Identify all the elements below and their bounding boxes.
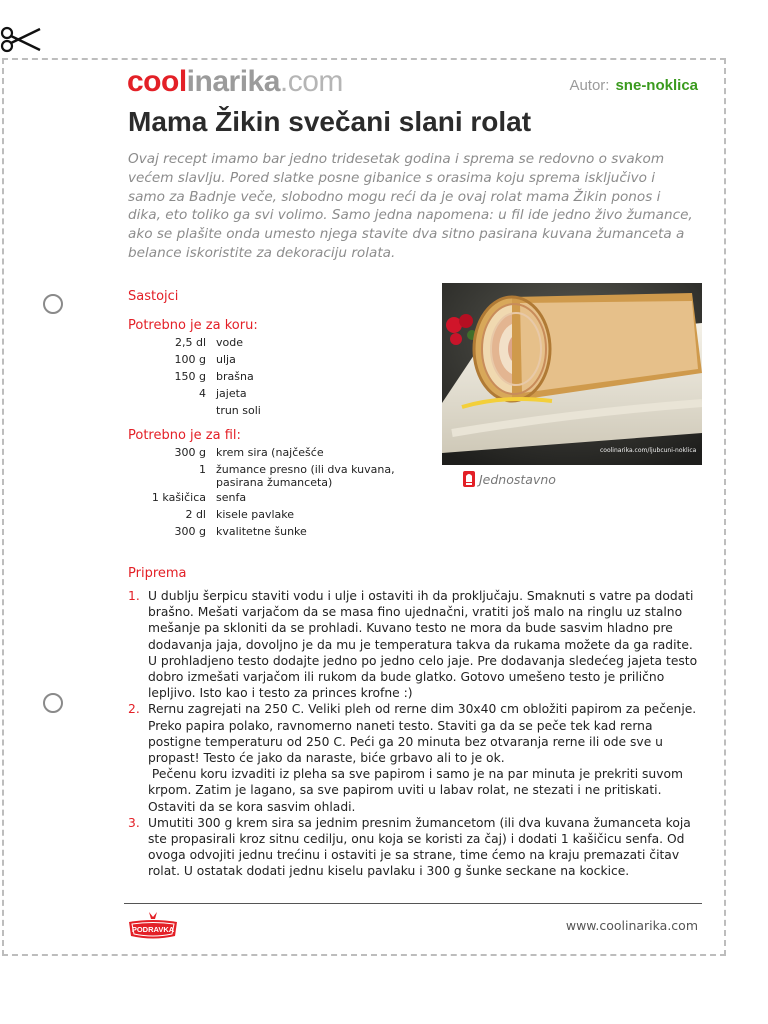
ingredient-row: 150 g brašna xyxy=(174,370,254,383)
footer-url[interactable]: www.coolinarika.com xyxy=(565,918,698,933)
ingredient-group-label: Potrebno je za fil: xyxy=(128,428,241,443)
podravka-logo[interactable] xyxy=(127,910,179,942)
ingredient-list-crust xyxy=(128,334,428,417)
step-text: U dublju šerpicu staviti vodu i ulje i ostaviti ih da proključaju. Smaknuti s vatre pa dodati brašno. Mešati varjačom da se masa fino ujednačni, vratiti još malo na ringlu uz stalno mešanje pa skloniti da se prohladi. Kuvano testo ne mora da bude sasvim hladno pre dodavanja jaja, dovoljno je da mu je temperatura takva da rukama možete da ga radite. U prohladjeno testo dodajte jedno po jedno celo jaje. Pre dodavanja sledećeg jajeta testo dobro izmešati varjačom ili rukom da bude glatko. Gotovo umešeno testo je prilično lepljivo. Isto kao i testo za princes krofne :) xyxy=(148,589,698,701)
step-text: Umutiti 300 g krem sira sa jednim presnim žumancetom (ili dva kuvana žumanceta koja ste propasirali kroz sitnu cedilju, onu koja se koristi za čaj) i dodati 1 kašičicu senfa. Od ovoga odvojiti jednu trećinu i ostaviti je sa strane, time ćemo na kraju premazati čitav rolat. U ostatak dodati jednu kiselu pavlaku i 300 g šunke seckane na kockice. xyxy=(148,815,691,879)
coolinarika-logo[interactable]: coolinarika.com xyxy=(127,65,343,98)
binder-hole xyxy=(43,693,63,713)
recipe-intro: Ovaj recept imamo bar jedno tridesetak godina i sprema se redovno o svakom većem slavlju. Pored slatke posne gibanice s orasima koju sprema isključivo i samo za Badnje veče, slobodno mogu reći da je ovaj rolat mama Žikin ponos i dika, eto toliko ga svi volimo. Samo jedna napomena: u fil ide jedno živo žumance, ako se plašite onda umesto njega stavite dva sitno pasirana kuvana žumanceta a belance iskoristite za dekoraciju rolata. xyxy=(128,151,693,261)
ingredient-row: 2,5 dl vode xyxy=(174,336,243,349)
preparation-heading: Priprema xyxy=(128,566,187,581)
author-label: Autor: xyxy=(569,77,610,94)
photo-credit: coolinarika.com/ljubcuni-noklica xyxy=(600,447,697,454)
step-text: Rernu zagrejati na 250 C. Veliki pleh od rerne dim 30x40 cm obložiti papirom za pečenje. Preko papira polako, ravnomerno naneti testo. Staviti ga da se peče tek kad rerna postigne temperaturu od 250 C. Peći ga 20 minuta bez otvaranja rerne ili ode sve u propast! Testo će jako da naraste, biće grbavo ali to je ok. xyxy=(148,702,697,766)
step-item: 2. Rernu zagrejati na 250 C. Veliki pleh od rerne dim 30x40 cm obložiti papirom za pečenje. Preko papira polako, ravnomerno naneti testo. Staviti ga da se peče tek kad rerna postigne temperaturu od 250 C. Peći ga 20 minuta bez otvaranja rerne ili ode sve u propast! Testo će jako da naraste, biće grbavo ali to je ok. Pečenu koru izvaditi iz pleha sa sve papirom i samo je na par minuta je prekriti suvom krpom. Zatim je lagano, sa sve papirom uviti u labav rolat, ne stezati i ne pritiskati. Ostaviti da se kora sasvim ohladi. xyxy=(128,702,697,814)
ingredient-row: 4 jajeta xyxy=(199,387,247,400)
binder-hole xyxy=(43,294,63,314)
footer-divider xyxy=(124,903,702,904)
preparation-steps xyxy=(128,588,698,880)
author-name[interactable]: sne-noklica xyxy=(615,77,698,94)
recipe-title: Mama Žikin svečani slani rolat xyxy=(128,106,532,137)
ingredient-list-filling xyxy=(128,444,428,540)
ingredient-row: 300 g krem sira (najčešće xyxy=(174,446,324,459)
ingredient-group-label: Potrebno je za koru: xyxy=(128,318,258,333)
author-line xyxy=(569,77,698,94)
ingredients-heading: Sastojci xyxy=(128,289,179,304)
ingredient-row: 1 kašičica senfa xyxy=(151,491,247,504)
ingredient-row: trun soli xyxy=(216,404,261,417)
chef-hat-icon xyxy=(462,470,476,488)
recipe-photo xyxy=(442,283,702,465)
ingredient-row: 100 g ulja xyxy=(174,353,236,366)
svg-text:PODRAVKA: PODRAVKA xyxy=(131,925,175,934)
ingredient-row: 1 žumance presno (ili dva kuvana, pasirana žumanceta) xyxy=(199,463,395,489)
scissors-icon xyxy=(0,24,44,54)
ingredient-row: 2 dl kisele pavlake xyxy=(185,508,295,521)
ingredient-row: 300 g kvalitetne šunke xyxy=(174,525,307,538)
difficulty-badge xyxy=(462,470,556,488)
step-item: 1. U dublju šerpicu staviti vodu i ulje i ostaviti ih da proključaju. Smaknuti s vatre pa dodati brašno. Mešati varjačom da se masa fino ujednačni, vratiti još malo na ringlu uz stalno mešanje pa skloniti da se prohladi. Kuvano testo ne mora da bude sasvim hladno pre dodavanja jaja, dovoljno je da mu je temperatura takva da rukama možete da ga radite. U prohladjeno testo dodajte jedno po jedno celo jaje. Pre dodavanja sledećeg jajeta testo dobro izmešati varjačom ili rukom da bude glatko. Gotovo umešeno testo je prilično lepljivo. Isto kao i testo za princes krofne :) xyxy=(128,589,698,701)
step-item: 3. Umutiti 300 g krem sira sa jednim presnim žumancetom (ili dva kuvana žumanceta koja ste propasirali kroz sitnu cedilju, onu koja se koristi za čaj) i dodati 1 kašičicu senfa. Od ovoga odvojiti jednu trećinu i ostaviti je sa strane, time ćemo na kraju premazati čitav rolat. U ostatak dodati jednu kiselu pavlaku i 300 g šunke seckane na kockice. xyxy=(128,815,698,880)
difficulty-label: Jednostavno xyxy=(479,471,556,487)
step-text: Pečenu koru izvaditi iz pleha sa sve papirom i samo je na par minuta je prekriti suvom krpom. Zatim je lagano, sa sve papirom uviti u labav rolat, ne stezati i ne pritiskati. Ostaviti da se kora sasvim ohladi. xyxy=(148,767,687,814)
